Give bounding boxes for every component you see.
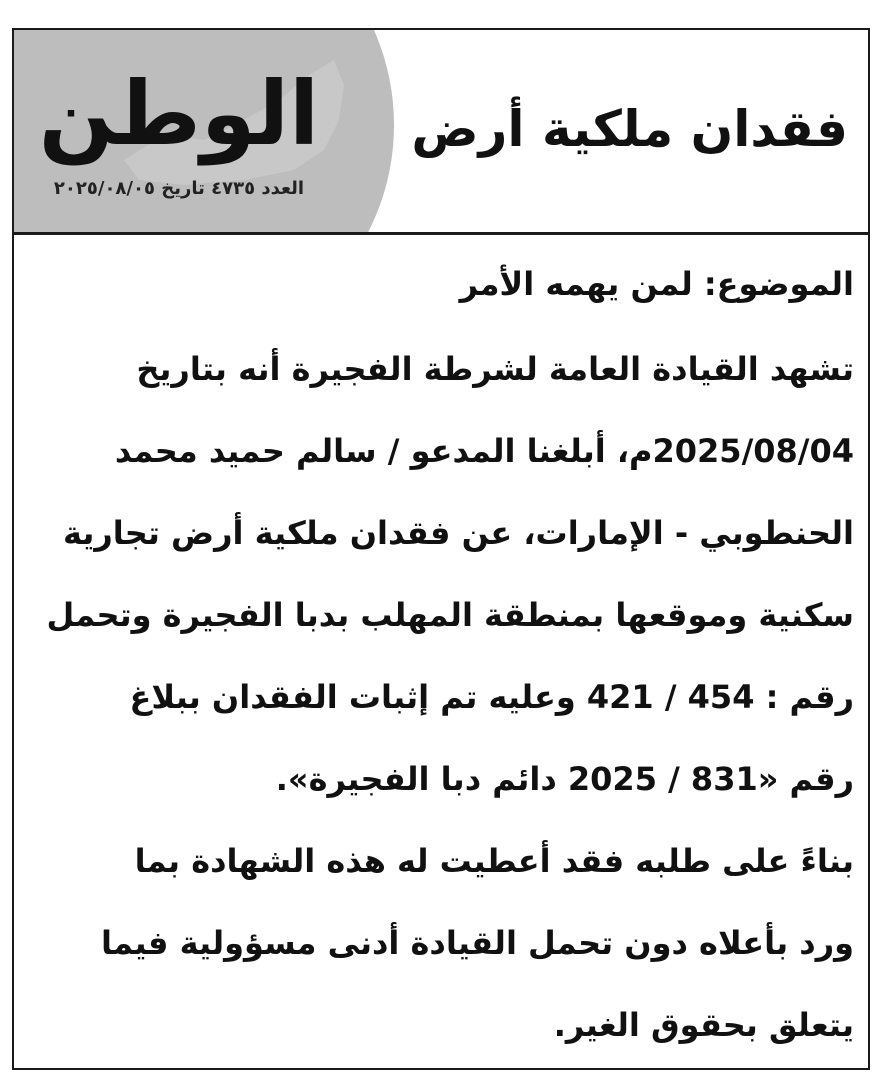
notice-line: تشهد القيادة العامة لشرطة الفجيرة أنه بتاريخ: [136, 350, 854, 388]
notice-line: الحنطوبي - الإمارات، عن فقدان ملكية أرض تجارية: [62, 514, 854, 552]
notice-line: سكنية وموقعها بمنطقة المهلب بدبا الفجيرة وتحمل: [46, 596, 854, 634]
notice-line: رقم «831 / 2025 دائم دبا الفجيرة».: [275, 760, 854, 798]
notice-header: [14, 30, 868, 235]
notice-frame: [12, 28, 870, 1070]
newspaper-brand: الوطن: [38, 62, 320, 165]
notice-line: ورد بأعلاه دون تحمل القيادة أدنى مسؤولية فيما: [101, 924, 854, 962]
notice-body: [30, 248, 854, 1066]
notice-line: 2025/08/04م، أبلغنا المدعو / سالم حميد محمد: [114, 432, 854, 470]
issue-date-line: العدد ٤٧٣٥ تاريخ ٢٠٢٥/٠٨/٠٥: [53, 178, 305, 199]
notice-headline: فقدان ملكية أرض: [411, 100, 848, 158]
notice-line: رقم : 454 / 421 وعليه تم إثبات الفقدان ببلاغ: [129, 678, 854, 716]
notice-subject-line: الموضوع: لمن يهمه الأمر: [459, 265, 854, 303]
notice-line: يتعلق بحقوق الغير.: [553, 1006, 854, 1044]
notice-line: بناءً على طلبه فقد أعطيت له هذه الشهادة بما: [134, 842, 854, 880]
